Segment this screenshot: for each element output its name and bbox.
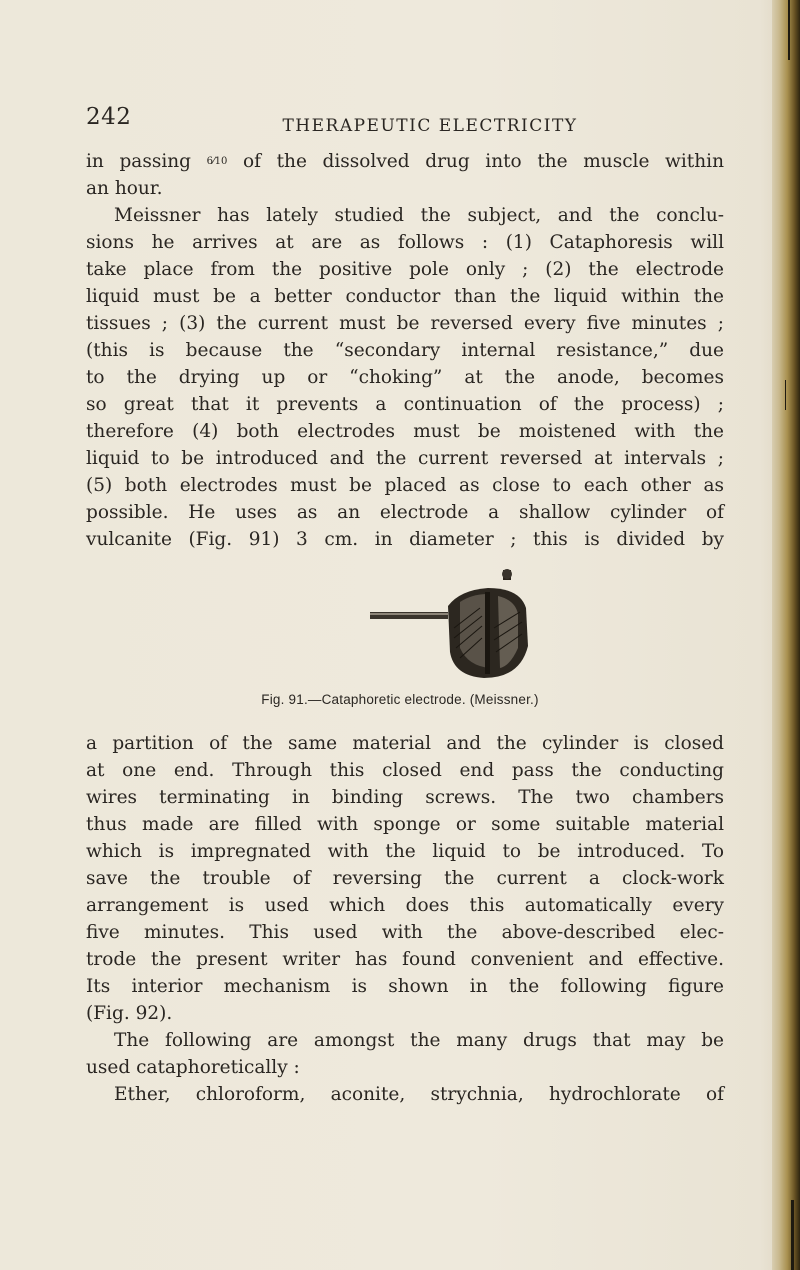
text-line: possible. He uses as an electrode a shallow cylinder of [86, 502, 724, 523]
text-line: tissues ; (3) the current must be reversed every five minutes ; [86, 313, 724, 334]
text-line: used cataphoretically : [86, 1057, 300, 1078]
text-line: at one end. Through this closed end pass the conducting [86, 760, 724, 781]
text-line: sions he arrives at are as follows : (1) Cataphoresis will [86, 232, 724, 253]
paragraph-drug-list [86, 1081, 724, 1108]
text-line: take place from the positive pole only ; (2) the electrode [86, 259, 724, 280]
paragraph-continuation [86, 148, 724, 202]
text-line: Ether, chloroform, aconite, strychnia, hydrochlorate of [114, 1084, 724, 1105]
electrode-drawing [360, 568, 540, 678]
text-line: arrangement is used which does this automatically every [86, 895, 724, 916]
text-line: a partition of the same material and the cylinder is closed [86, 733, 724, 754]
text-line: which is impregnated with the liquid to be introduced. To [86, 841, 724, 862]
text-line: liquid must be a better conductor than the liquid within the [86, 286, 724, 307]
text-line: trode the present writer has found convenient and effective. [86, 949, 724, 970]
text-fragment: in passing [86, 151, 207, 172]
text-line: to the drying up or “choking” at the anode, becomes [86, 367, 724, 388]
text-line: liquid to be introduced and the current reversed at intervals ; [86, 448, 724, 469]
text-line [86, 148, 724, 175]
text-line: (Fig. 92). [86, 1003, 173, 1024]
page-number: 242 [86, 104, 132, 130]
text-line: therefore (4) both electrodes must be moistened with the [86, 421, 724, 442]
text-line: thus made are filled with sponge or some suitable material [86, 814, 724, 835]
paragraph-meissner [86, 202, 724, 553]
text-line: (this is because the “secondary internal resistance,” due [86, 340, 724, 361]
text-line: (5) both electrodes must be placed as close to each other as [86, 475, 724, 496]
partition [485, 592, 490, 674]
paragraph-drugs-intro [86, 1027, 724, 1081]
text-line: so great that it prevents a continuation of the process) ; [86, 394, 724, 415]
text-line: Meissner has lately studied the subject, and the conclu- [114, 205, 724, 226]
running-head-text: THERAPEUTIC ELECTRICITY [282, 116, 578, 136]
text-line: vulcanite (Fig. 91) 3 cm. in diameter ; this is divided by [86, 529, 724, 550]
running-head [0, 116, 800, 136]
text-line: The following are amongst the many drugs that may be [114, 1030, 724, 1051]
page-edge-shadow [772, 0, 800, 1270]
fraction: 6⁄10 [206, 156, 228, 167]
paragraph-partition [86, 730, 724, 1027]
text-fragment: of the dissolved drug into the muscle within [227, 151, 724, 172]
text-line: an hour. [86, 178, 163, 199]
cataphoretic-electrode-illustration [360, 568, 540, 678]
text-line: wires terminating in binding screws. The two chambers [86, 787, 724, 808]
text-line: five minutes. This used with the above-described elec- [86, 922, 724, 943]
text-line: Its interior mechanism is shown in the following figure [86, 976, 724, 997]
figure-caption: Fig. 91.—Cataphoretic electrode. (Meissner.) [261, 692, 539, 707]
text-line: save the trouble of reversing the current a clock-work [86, 868, 724, 889]
